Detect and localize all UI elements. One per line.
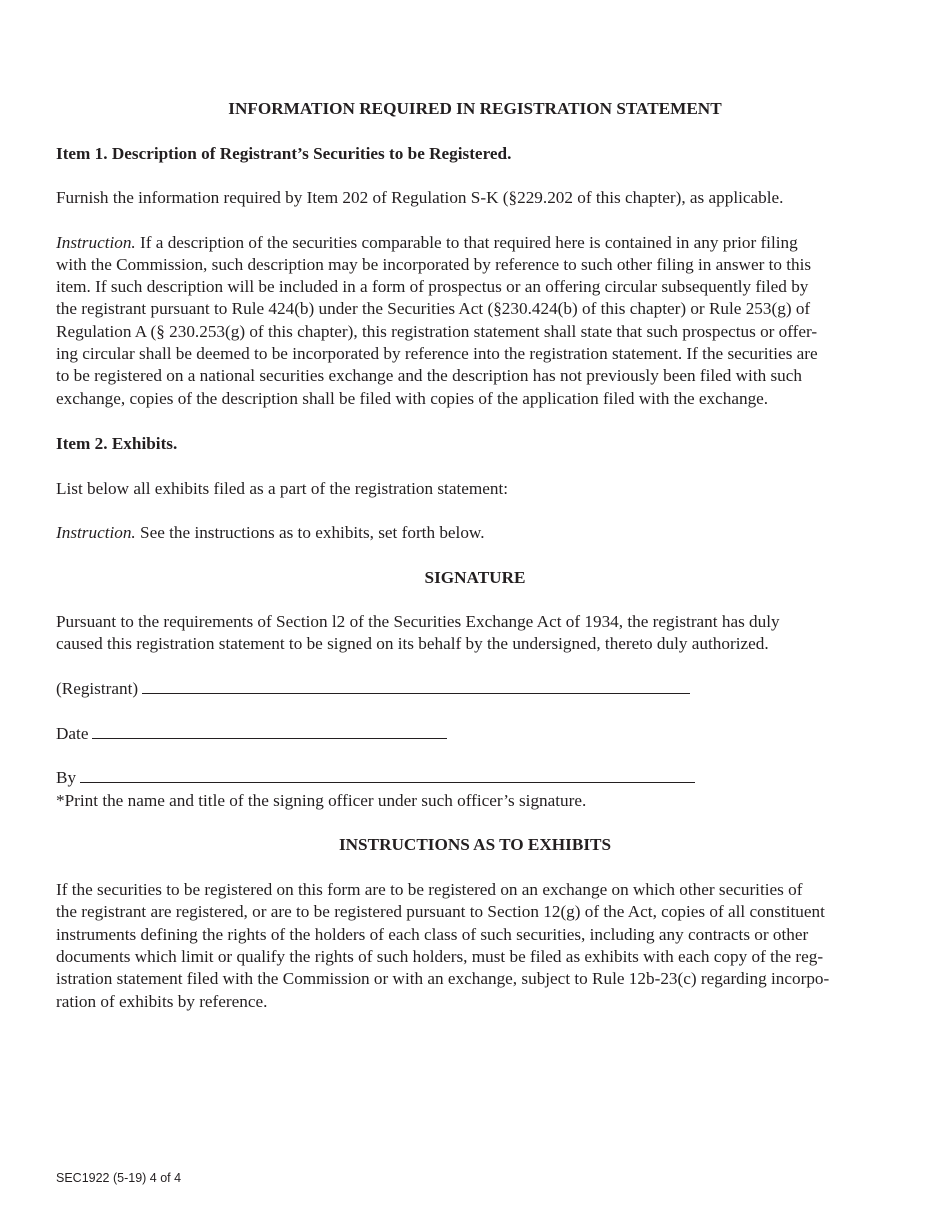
instruction-label: Instruction.	[56, 233, 136, 252]
exhibits-text-line: ration of exhibits by reference.	[56, 992, 268, 1011]
exhibits-text-line: If the securities to be registered on this form are to be registered on an exchange on which other securities of	[56, 880, 803, 899]
exhibits-text-line: istration statement filed with the Commission or with an exchange, subject to Rule 12b-23(c) regarding incorpo-	[56, 969, 830, 988]
by-blank-line[interactable]	[80, 781, 695, 783]
item1-instruction-line: item. If such description will be included in a form of prospectus or an offering circular subsequently filed by	[56, 277, 809, 296]
by-field	[56, 767, 898, 789]
form-footer: SEC1922 (5-19) 4 of 4	[56, 1171, 182, 1185]
instruction-text: See the instructions as to exhibits, set forth below.	[135, 523, 485, 542]
item2-text: List below all exhibits filed as a part of the registration statement:	[56, 479, 509, 498]
exhibits-text-line: instruments defining the rights of the holders of each class of such securities, including any contracts or other	[56, 925, 809, 944]
item1-instruction-line: with the Commission, such description may be incorporated by reference to such other filing in answer to this	[56, 255, 812, 274]
signature-text-line: caused this registration statement to be signed on its behalf by the undersigned, thereto duly authorized.	[56, 634, 769, 653]
signature-note: *Print the name and title of the signing officer under such officer’s signature.	[56, 791, 587, 810]
item2-instruction	[56, 522, 898, 544]
instruction-text: If a description of the securities comparable to that required here is contained in any prior filing	[135, 233, 798, 252]
item1-instruction-line: exchange, copies of the description shall be filed with copies of the application filed with the exchange.	[56, 389, 769, 408]
item1-instruction-line: ing circular shall be deemed to be incorporated by reference into the registration statement. If the securities are	[56, 344, 818, 363]
exhibits-text-line: documents which limit or qualify the rights of such holders, must be filed as exhibits with each copy of the reg-	[56, 947, 824, 966]
page-title: INFORMATION REQUIRED IN REGISTRATION STATEMENT	[228, 99, 722, 118]
registrant-field	[56, 678, 898, 700]
date-label: Date	[56, 724, 89, 743]
signature-text-line: Pursuant to the requirements of Section l2 of the Securities Exchange Act of 1934, the registrant has duly	[56, 612, 780, 631]
registrant-label: (Registrant)	[56, 679, 139, 698]
item1-instruction-line: Regulation A (§ 230.253(g) of this chapter), this registration statement shall state that such prospectus or offer-	[56, 322, 818, 341]
item1-instruction-line	[56, 232, 898, 254]
instruction-label: Instruction.	[56, 523, 136, 542]
item2-heading: Item 2. Exhibits.	[56, 434, 178, 453]
date-blank-line[interactable]	[92, 737, 447, 739]
signature-heading: SIGNATURE	[424, 568, 526, 587]
exhibits-heading: INSTRUCTIONS AS TO EXHIBITS	[338, 835, 612, 854]
item1-instruction-line: to be registered on a national securities exchange and the description has not previously been filed with such	[56, 366, 802, 385]
by-label: By	[56, 768, 77, 787]
exhibits-text-line: the registrant are registered, or are to be registered pursuant to Section 12(g) of the Act, copies of all constituent	[56, 902, 825, 921]
item1-heading: Item 1. Description of Registrant’s Securities to be Registered.	[56, 144, 512, 163]
item1-text: Furnish the information required by Item 202 of Regulation S-K (§229.202 of this chapter), as applicable.	[56, 188, 784, 207]
date-field	[56, 723, 898, 745]
registrant-blank-line[interactable]	[142, 692, 690, 694]
item1-instruction-line: the registrant pursuant to Rule 424(b) under the Securities Act (§230.424(b) of this chapter) or Rule 253(g) of	[56, 299, 811, 318]
